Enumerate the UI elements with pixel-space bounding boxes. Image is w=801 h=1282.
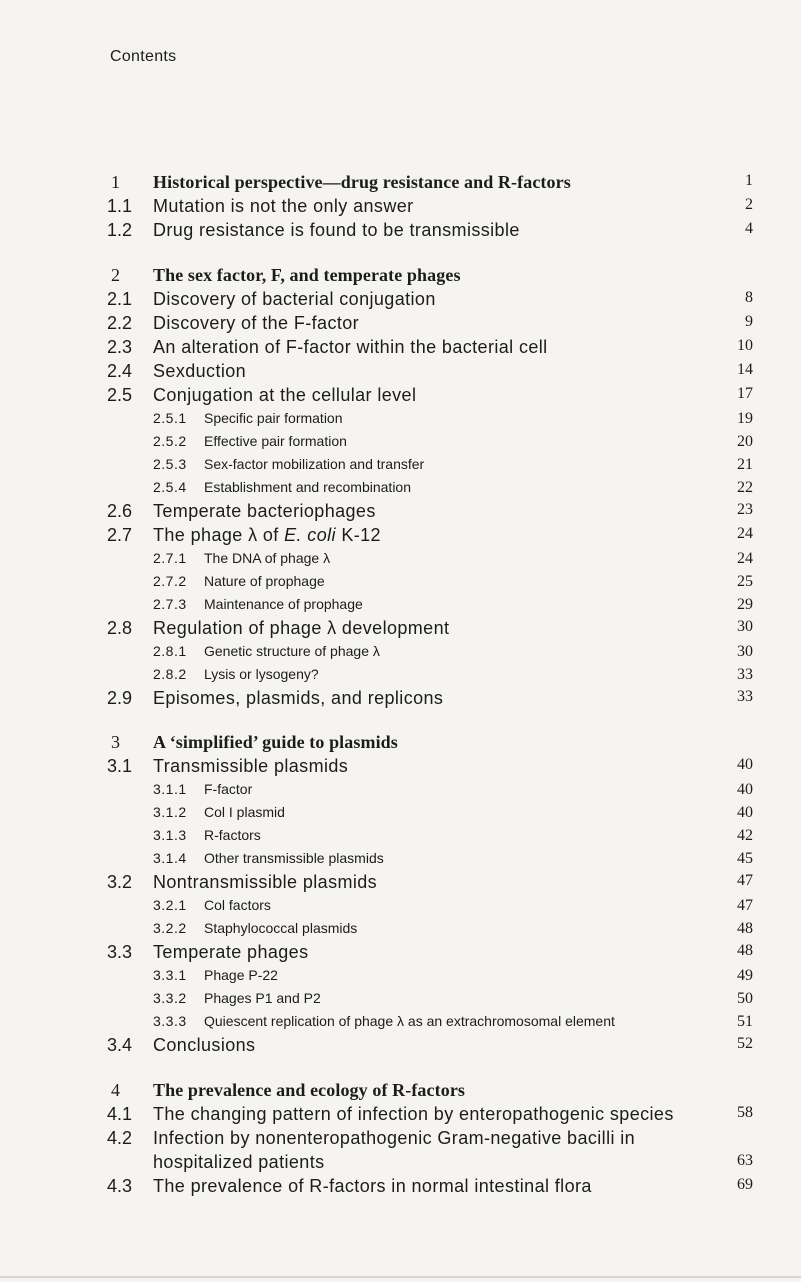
entry-page-number: 23 <box>737 501 753 518</box>
entry-number: 2.8.2 <box>153 666 187 682</box>
entry-number: 3.2.2 <box>153 920 187 936</box>
entry-title: Temperate phages <box>153 942 309 962</box>
entry-number: 2.5.4 <box>153 479 187 495</box>
entry-page-number: 1 <box>745 172 753 189</box>
entry-page-number: 30 <box>737 643 753 660</box>
entry-title: Episomes, plasmids, and replicons <box>153 688 444 708</box>
entry-page-number: 22 <box>737 479 753 496</box>
entry-title-part: K-12 <box>335 525 381 545</box>
entry-title: Drug resistance is found to be transmissible <box>153 220 520 240</box>
entry-title: R-factors <box>204 827 261 843</box>
toc-entry-section <box>0 1152 801 1176</box>
entry-number: 3.2 <box>107 872 133 892</box>
toc-entry-chapter <box>0 732 801 756</box>
entry-title: Quiescent replication of phage λ as an extrachromosomal element <box>204 1013 615 1029</box>
entry-number: 2.2 <box>107 313 133 333</box>
entry-number: 2.5 <box>107 385 133 405</box>
toc-entry-sub <box>0 850 801 874</box>
entry-title: An alteration of F-factor within the bacterial cell <box>153 337 548 357</box>
entry-page-number: 52 <box>737 1035 753 1052</box>
entry-page-number: 10 <box>737 337 753 354</box>
entry-number: 3.1.3 <box>153 827 187 843</box>
entry-number: 2.1 <box>107 289 133 309</box>
entry-number: 2.5.2 <box>153 433 187 449</box>
entry-number: 3.4 <box>107 1035 133 1055</box>
entry-page-number: 24 <box>737 550 753 567</box>
entry-title <box>153 525 381 546</box>
toc-entry-sub <box>0 804 801 828</box>
toc-entry-section <box>0 1104 801 1128</box>
toc-entry-sub <box>0 666 801 690</box>
toc-entry-sub <box>0 550 801 574</box>
entry-page-number: 58 <box>737 1104 753 1121</box>
entry-page-number: 69 <box>737 1176 753 1193</box>
entry-page-number: 48 <box>737 942 753 959</box>
toc-entry-section <box>0 220 801 244</box>
entry-page-number: 40 <box>737 781 753 798</box>
entry-title: Genetic structure of phage λ <box>204 643 380 659</box>
entry-page-number: 4 <box>745 220 753 237</box>
entry-number: 2.7 <box>107 525 133 545</box>
entry-title: Conjugation at the cellular level <box>153 385 417 405</box>
entry-number: 2.5.1 <box>153 410 187 426</box>
entry-title: Nature of prophage <box>204 573 325 589</box>
entry-title-part: The phage λ of <box>153 525 285 545</box>
entry-number: 3.1 <box>107 756 133 776</box>
entry-title: Effective pair formation <box>204 433 347 449</box>
entry-page-number: 45 <box>737 850 753 867</box>
entry-title: Maintenance of prophage <box>204 596 363 612</box>
entry-title: Establishment and recombination <box>204 479 412 495</box>
entry-page-number: 47 <box>737 897 753 914</box>
toc-entry-sub <box>0 573 801 597</box>
entry-number: 2 <box>111 265 120 285</box>
entry-page-number: 47 <box>737 872 753 889</box>
toc-entry-sub <box>0 433 801 457</box>
toc-entry-section <box>0 289 801 313</box>
toc-entry-sub <box>0 596 801 620</box>
entry-title: Staphylococcal plasmids <box>204 920 358 936</box>
entry-title: Transmissible plasmids <box>153 756 349 776</box>
entry-title: hospitalized patients <box>153 1152 325 1172</box>
toc-entry-chapter <box>0 1080 801 1104</box>
toc-entry-sub <box>0 643 801 667</box>
entry-number: 3 <box>111 732 120 752</box>
entry-page-number: 40 <box>737 804 753 821</box>
entry-page-number: 50 <box>737 990 753 1007</box>
entry-title: The changing pattern of infection by enteropathogenic species <box>153 1104 674 1124</box>
entry-title: The DNA of phage λ <box>204 550 331 566</box>
entry-page-number: 14 <box>737 361 753 378</box>
toc-entry-sub <box>0 1013 801 1037</box>
entry-page-number: 2 <box>745 196 753 213</box>
entry-number: 2.9 <box>107 688 133 708</box>
entry-title: Col I plasmid <box>204 804 285 820</box>
entry-page-number: 17 <box>737 385 753 402</box>
entry-page-number: 29 <box>737 596 753 613</box>
entry-title: Regulation of phage λ development <box>153 618 450 638</box>
entry-number: 1.2 <box>107 220 133 240</box>
entry-page-number: 9 <box>745 313 753 330</box>
entry-number: 3.3.3 <box>153 1013 187 1029</box>
toc-entry-section <box>0 385 801 409</box>
entry-number: 3.3 <box>107 942 133 962</box>
entry-title: Col factors <box>204 897 271 913</box>
toc-entry-section <box>0 196 801 220</box>
entry-title: Discovery of bacterial conjugation <box>153 289 436 309</box>
entry-number: 1.1 <box>107 196 133 216</box>
toc-entry-section <box>0 337 801 361</box>
entry-title: Temperate bacteriophages <box>153 501 376 521</box>
entry-number: 2.7.1 <box>153 550 187 566</box>
entry-title: The sex factor, F, and temperate phages <box>153 265 461 285</box>
entry-title: Mutation is not the only answer <box>153 196 414 216</box>
toc-entry-section <box>0 1176 801 1200</box>
entry-page-number: 19 <box>737 410 753 427</box>
toc-entry-section <box>0 618 801 642</box>
toc-entry-chapter <box>0 172 801 196</box>
entry-page-number: 8 <box>745 289 753 306</box>
entry-number: 2.3 <box>107 337 133 357</box>
entry-number: 2.8.1 <box>153 643 187 659</box>
toc-entry-section <box>0 501 801 525</box>
entry-page-number: 48 <box>737 920 753 937</box>
toc-entry-sub <box>0 897 801 921</box>
toc-entry-section <box>0 756 801 780</box>
toc-entry-sub <box>0 456 801 480</box>
toc-entry-sub <box>0 967 801 991</box>
toc-entry-sub <box>0 827 801 851</box>
entry-number: 4.2 <box>107 1128 133 1148</box>
entry-page-number: 63 <box>737 1152 753 1169</box>
entry-number: 2.8 <box>107 618 133 638</box>
entry-title: Other transmissible plasmids <box>204 850 384 866</box>
entry-number: 2.5.3 <box>153 456 187 472</box>
entry-title: Infection by nonenteropathogenic Gram-negative bacilli in <box>153 1128 636 1148</box>
entry-number: 4.1 <box>107 1104 133 1124</box>
toc-entry-section <box>0 872 801 896</box>
entry-title: A ‘simplified’ guide to plasmids <box>153 732 398 752</box>
entry-title: The prevalence of R-factors in normal intestinal flora <box>153 1176 592 1196</box>
entry-title: Discovery of the F-factor <box>153 313 360 333</box>
toc-entry-section <box>0 525 801 549</box>
entry-page-number: 42 <box>737 827 753 844</box>
toc-entry-section <box>0 942 801 966</box>
toc-entry-sub <box>0 920 801 944</box>
entry-title: Specific pair formation <box>204 410 343 426</box>
toc-entry-section <box>0 361 801 385</box>
toc-entry-section <box>0 688 801 712</box>
entry-number: 1 <box>111 172 120 192</box>
entry-title: Phage P-22 <box>204 967 278 983</box>
entry-title: Historical perspective—drug resistance and R-factors <box>153 172 571 192</box>
entry-title: Phages P1 and P2 <box>204 990 321 1006</box>
entry-page-number: 20 <box>737 433 753 450</box>
entry-number: 3.1.1 <box>153 781 187 797</box>
entry-page-number: 49 <box>737 967 753 984</box>
toc-entry-sub <box>0 781 801 805</box>
toc-entry-section <box>0 1035 801 1059</box>
entry-title: Nontransmissible plasmids <box>153 872 378 892</box>
entry-number: 2.7.3 <box>153 596 187 612</box>
page-heading: Contents <box>110 48 177 65</box>
entry-number: 3.3.2 <box>153 990 187 1006</box>
toc-entry-chapter <box>0 265 801 289</box>
toc-entry-sub <box>0 990 801 1014</box>
entry-title: Lysis or lysogeny? <box>204 666 319 682</box>
toc-entry-sub <box>0 479 801 503</box>
entry-number: 3.3.1 <box>153 967 187 983</box>
entry-page-number: 40 <box>737 756 753 773</box>
entry-number: 4 <box>111 1080 120 1100</box>
entry-page-number: 30 <box>737 618 753 635</box>
bottom-rule <box>0 1276 801 1278</box>
entry-number: 2.7.2 <box>153 573 187 589</box>
entry-number: 3.1.2 <box>153 804 187 820</box>
entry-page-number: 24 <box>737 525 753 542</box>
entry-title: Sexduction <box>153 361 247 381</box>
entry-number: 3.1.4 <box>153 850 187 866</box>
entry-title: The prevalence and ecology of R-factors <box>153 1080 466 1100</box>
toc-entry-section <box>0 1128 801 1152</box>
entry-title: Sex-factor mobilization and transfer <box>204 456 425 472</box>
entry-number: 2.6 <box>107 501 133 521</box>
entry-number: 2.4 <box>107 361 133 381</box>
entry-number: 4.3 <box>107 1176 133 1196</box>
entry-title: Conclusions <box>153 1035 256 1055</box>
toc-entry-sub <box>0 410 801 434</box>
entry-page-number: 51 <box>737 1013 753 1030</box>
entry-title-part: E. coli <box>284 525 336 545</box>
entry-page-number: 33 <box>737 666 753 683</box>
entry-number: 3.2.1 <box>153 897 187 913</box>
entry-page-number: 33 <box>737 688 753 705</box>
entry-page-number: 21 <box>737 456 753 473</box>
toc-entry-section <box>0 313 801 337</box>
entry-title: F-factor <box>204 781 253 797</box>
entry-page-number: 25 <box>737 573 753 590</box>
